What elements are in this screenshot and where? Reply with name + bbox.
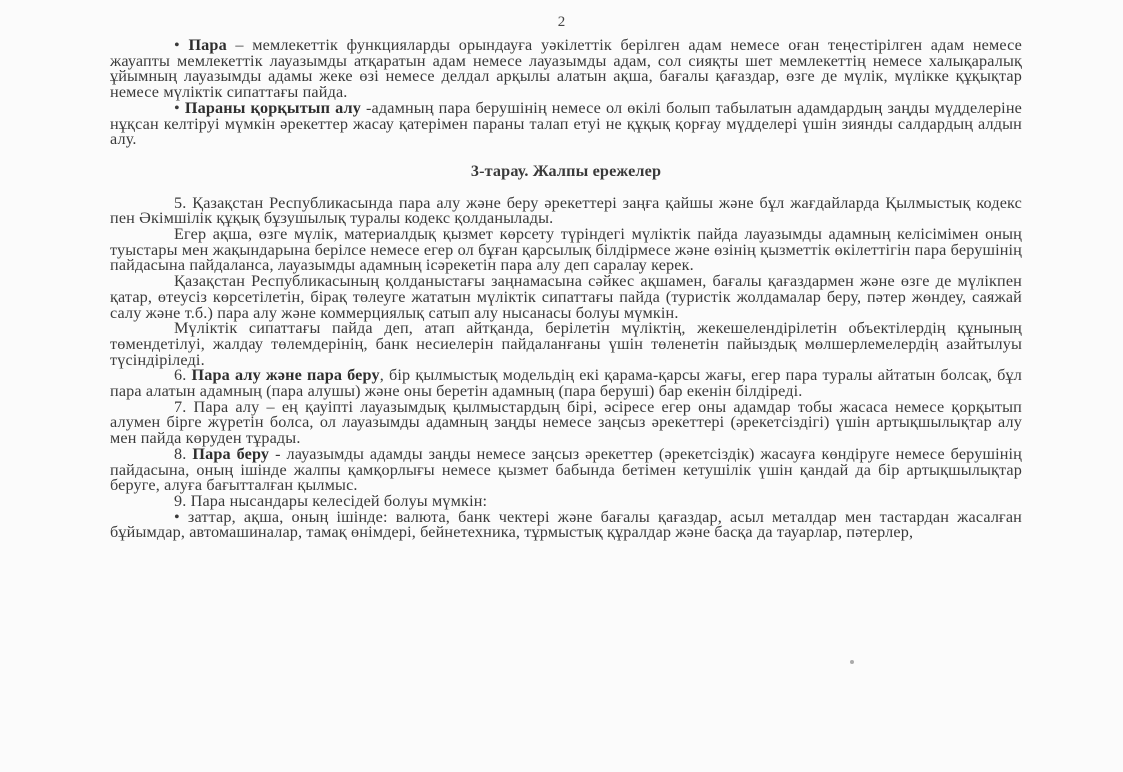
definition-term: Параны қорқытып алу xyxy=(184,98,361,117)
scan-speck xyxy=(850,660,854,664)
paragraph-term: Пара алу және пара беру xyxy=(191,366,380,385)
paragraph-6 xyxy=(110,368,1022,399)
bullet-marker: • xyxy=(174,36,180,54)
paragraph-5c: Қазақстан Республикасының қолданыстағы заңнамасына сәйкес ақшамен, бағалы қағаздармен және өзге де мүлікпен қатар, өтеусіз көрсетілетін, бірақ төлеуге жататын мүліктік сипаттағы пайда (туристік жолдамалар беру, пәтер жөндеу, саяжай салу және т.б.) пара алу және коммерциялық сатып алу нысанасы болуы мүмкін. xyxy=(110,272,1022,322)
paragraph-number: 8. xyxy=(174,444,193,463)
paragraph-text: - лауазымды адамды заңды немесе заңсыз әрекеттер (әрекетсіздік) жасауға көндіруге немесе берушінің пайдасына, оның ішінде жалпы қамқорлығы немесе қызмет бабында бетімен кетушілік үшін қандай да бір артықшылықтар беруге, алуға бағытталған қылмыс. xyxy=(110,444,1022,495)
paragraph-text: , бір қылмыстық модельдің екі қарама-қарсы жағы, егер пара туралы айтатын болсақ, бұл пара алатын адамның (пара алушы) және оны беретін адамның (пара беруші) бар екенін білдіреді. xyxy=(110,366,1023,401)
paragraph-term: Пара беру xyxy=(192,444,270,463)
page-number: 2 xyxy=(557,14,566,30)
paragraph-9-item xyxy=(110,507,1022,542)
definition-term: Пара xyxy=(188,36,227,54)
definition-text: -адамның пара берушінің немесе ол өкілі болып табылатын адамдардың заңды мүдделеріне нұқсан келтіруі мүмкін әрекеттер жасау қатерімен параны талап етуі не құқық қорғау мүдделері үшін зиянды салдардың алдын алу. xyxy=(110,98,1022,149)
paragraph-5: 5. Қазақстан Республикасында пара алу және беру әрекеттері заңға қайшы және бұл жағдайларда Қылмыстық кодекс пен Әкімшілік құқық бұзушылық туралы кодекс қолданылады. xyxy=(110,193,1022,228)
definition-extortion xyxy=(110,98,1022,149)
bullet-marker: • xyxy=(174,507,180,526)
paragraph-9: 9. Пара нысандары келесідей болуы мүмкін: xyxy=(174,491,488,510)
paragraph-number: 6. xyxy=(174,366,192,385)
list-item-text: заттар, ақша, оның ішінде: валюта, банк чектері және бағалы қағаздар, асыл металдар мен тастардан жасалған бұйымдар, автомашиналар, тамақ өнімдері, бейнетехника, тұрмыстық құралдар және басқа да тауарлар, пәтерлер, xyxy=(110,507,1022,542)
document-body xyxy=(110,38,1022,541)
section-heading: 3-тарау. Жалпы ережелер xyxy=(470,161,662,180)
paragraph-5d: Мүліктік сипаттағы пайда деп, атап айтқанда, берілетін мүліктің, жекешелендірілетін объектілердің құнының төмендетілуі, жалдау төлемдерінің, банк несиелерін пайдаланғаны үшін төленетін пайыздық мөлшерлемелердің азайтылуы түсіндіріледі. xyxy=(110,319,1022,369)
paragraph-8 xyxy=(110,444,1022,495)
definition-bribe xyxy=(110,38,1022,101)
definition-text: – мемлекеттік функцияларды орындауға уәкілеттік берілген адам немесе оған теңестірілген адам немесе жауапты мемлекеттік лауазымды атқаратын адам немесе лауазымды адам, сол сияқты шет мемлекеттің немесе халықаралық ұйымның лауазымды адамы жеке өзі немесе делдал арқылы алатын ақша, бағалы қағаздар, өзге де мүлік, мүлікке құқықтар немесе мүліктік сипаттағы пайда. xyxy=(110,36,1022,102)
paragraph-5b: Егер ақша, өзге мүлік, материалдық қызмет көрсету түріндегі мүліктік пайда лауазымды адамның келісімімен оның туыстары мен жақындарына берілсе немесе егер ол бұған қарсылық білдірмесе және өзінің қызметтік өкілеттігін пара берушінің пайдасына пайдаланса, лауазымды адамның ісәрекетін пара алу деп саралау керек. xyxy=(110,225,1022,275)
bullet-marker: • xyxy=(174,98,180,117)
paragraph-7: 7. Пара алу – ең қауіпті лауазымдық қылмыстардың бірі, әсіресе егер оны адамдар тобы жасаса немесе қорқытып алумен бірге жүретін болса, ол лауазымды адамның заңды немесе заңсыз әрекеттері (әрекетсіздігі) үшін артықшылықтар алу мен пайда көруден тұрады. xyxy=(110,397,1022,448)
